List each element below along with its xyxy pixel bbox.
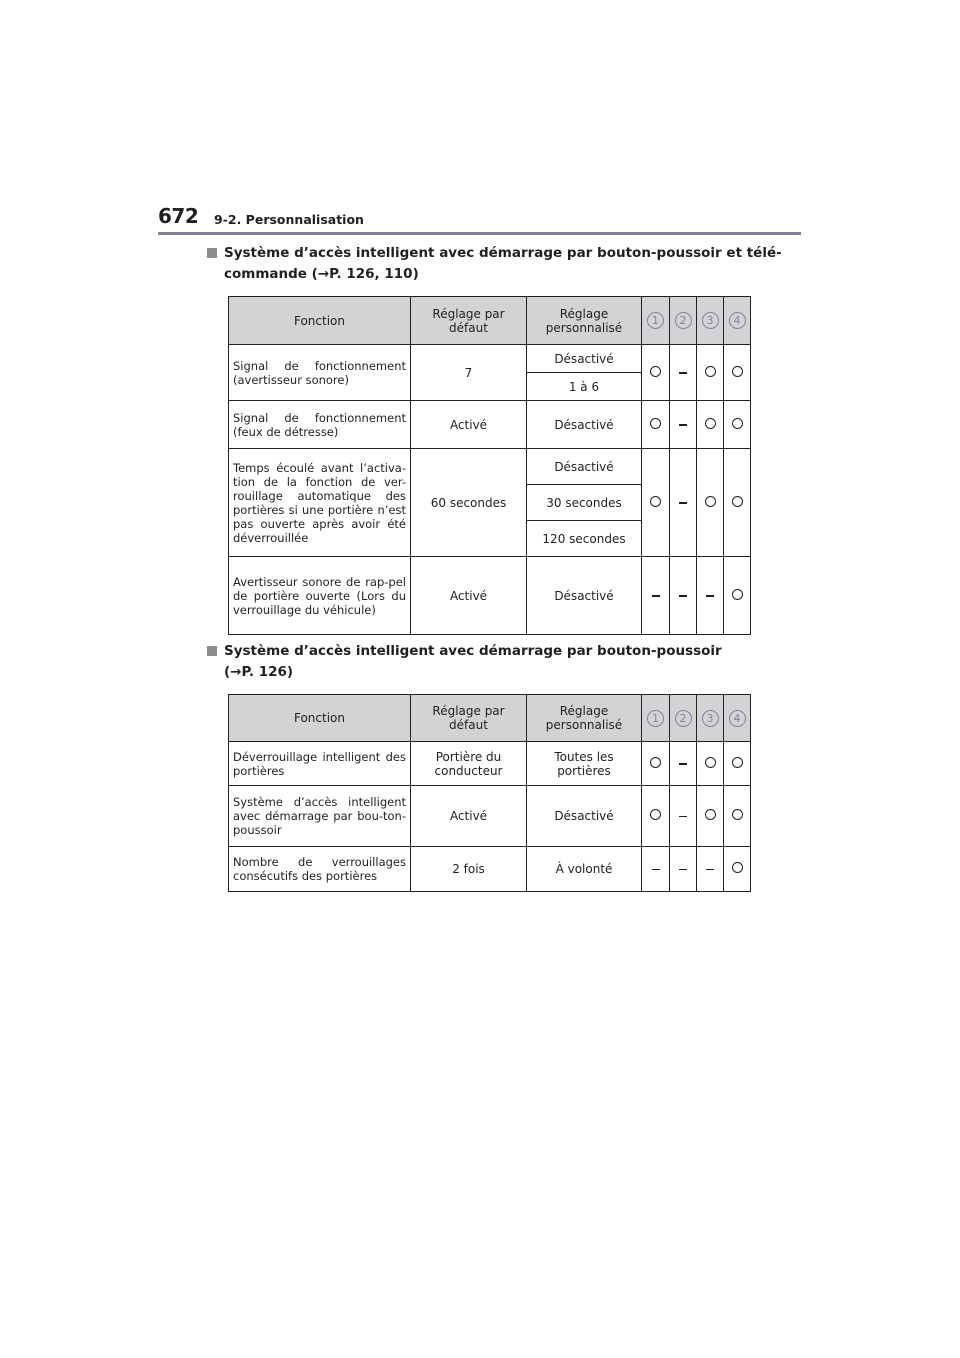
function-cell: Nombre de verrouillages consécutifs des portières: [229, 847, 411, 892]
table-header: [229, 695, 751, 742]
col-defaut: Réglage par défaut: [411, 695, 527, 742]
circle-mark-icon: [705, 809, 716, 820]
function-cell: Système d’accès intelligent avec démarrage par bou-ton-poussoir: [229, 786, 411, 847]
section2-title-line1: Système d’accès intelligent avec démarrage par bouton-poussoir: [224, 643, 722, 659]
col-num-1: 1: [647, 710, 664, 727]
custom-cell: 120 secondes: [527, 521, 642, 557]
section1-title-line2: commande (→P. 126, 110): [224, 266, 419, 282]
table-row: [229, 401, 751, 449]
default-cell: Activé: [411, 786, 527, 847]
default-cell: 60 secondes: [411, 449, 527, 557]
col-num-1: 1: [647, 312, 664, 329]
table-row: [229, 449, 751, 485]
custom-cell: À volonté: [527, 847, 642, 892]
circle-mark-icon: [705, 757, 716, 768]
custom-cell: Désactivé: [527, 401, 642, 449]
dash-mark-icon: [652, 869, 660, 871]
function-cell: Temps écoulé avant l’activa-tion de la fonction de ver-rouillage automatique des portières si une portière n’est pas ouverte après avoir été déverrouillée: [229, 449, 411, 557]
dash-mark-icon: [679, 595, 687, 597]
col-num-2: 2: [675, 710, 692, 727]
circle-mark-icon: [732, 862, 743, 873]
square-bullet-icon: [207, 646, 217, 656]
custom-cell: Désactivé: [527, 557, 642, 635]
default-cell: Activé: [411, 401, 527, 449]
circle-mark-icon: [732, 809, 743, 820]
col-defaut: Réglage par défaut: [411, 297, 527, 345]
function-cell: Signal de fonctionnement (feux de détresse): [229, 401, 411, 449]
header-rule: [158, 232, 801, 235]
default-cell: 7: [411, 345, 527, 401]
col-fonction: Fonction: [229, 297, 411, 345]
col-perso: Réglage personnalisé: [527, 695, 642, 742]
square-bullet-icon: [207, 248, 217, 258]
circle-mark-icon: [650, 809, 661, 820]
dash-mark-icon: [652, 595, 660, 597]
col-num-4: 4: [729, 312, 746, 329]
table-header: [229, 297, 751, 345]
default-cell: Activé: [411, 557, 527, 635]
circle-mark-icon: [705, 496, 716, 507]
dash-mark-icon: [679, 502, 687, 504]
table-row: [229, 847, 751, 892]
default-cell: 2 fois: [411, 847, 527, 892]
custom-cell: Toutes les portières: [527, 742, 642, 786]
circle-mark-icon: [650, 496, 661, 507]
function-cell: Signal de fonctionnement (avertisseur sonore): [229, 345, 411, 401]
col-perso: Réglage personnalisé: [527, 297, 642, 345]
table-row: [229, 345, 751, 373]
function-cell: Avertisseur sonore de rap-pel de portière ouverte (Lors du verrouillage du véhicule): [229, 557, 411, 635]
dash-mark-icon: [706, 869, 714, 871]
section-title: 9-2. Personnalisation: [214, 212, 364, 227]
default-cell: Portière du conducteur: [411, 742, 527, 786]
dash-mark-icon: [679, 372, 687, 374]
section2-heading: [224, 641, 722, 683]
section2-title-line2: (→P. 126): [224, 664, 294, 680]
custom-cell: 30 secondes: [527, 485, 642, 521]
custom-cell: 1 à 6: [527, 373, 642, 401]
custom-cell: Désactivé: [527, 786, 642, 847]
circle-mark-icon: [732, 418, 743, 429]
table-row: [229, 557, 751, 635]
dash-mark-icon: [706, 595, 714, 597]
settings-table-1: [228, 296, 751, 635]
circle-mark-icon: [732, 496, 743, 507]
table-row: [229, 742, 751, 786]
col-fonction: Fonction: [229, 695, 411, 742]
circle-mark-icon: [705, 418, 716, 429]
page-number: 672: [158, 204, 199, 228]
table-row: [229, 786, 751, 847]
custom-cell: Désactivé: [527, 345, 642, 373]
dash-mark-icon: [679, 816, 687, 818]
function-cell: Déverrouillage intelligent des portières: [229, 742, 411, 786]
dash-mark-icon: [679, 763, 687, 765]
dash-mark-icon: [679, 869, 687, 871]
section1-title-line1: Système d’accès intelligent avec démarrage par bouton-poussoir et télé-: [224, 245, 782, 261]
section1-heading: [224, 243, 782, 285]
circle-mark-icon: [650, 757, 661, 768]
custom-cell: Désactivé: [527, 449, 642, 485]
col-num-3: 3: [702, 312, 719, 329]
circle-mark-icon: [732, 589, 743, 600]
circle-mark-icon: [732, 366, 743, 377]
circle-mark-icon: [650, 418, 661, 429]
col-num-4: 4: [729, 710, 746, 727]
col-num-2: 2: [675, 312, 692, 329]
col-num-3: 3: [702, 710, 719, 727]
circle-mark-icon: [732, 757, 743, 768]
settings-table-2: [228, 694, 751, 892]
circle-mark-icon: [650, 366, 661, 377]
dash-mark-icon: [679, 424, 687, 426]
circle-mark-icon: [705, 366, 716, 377]
